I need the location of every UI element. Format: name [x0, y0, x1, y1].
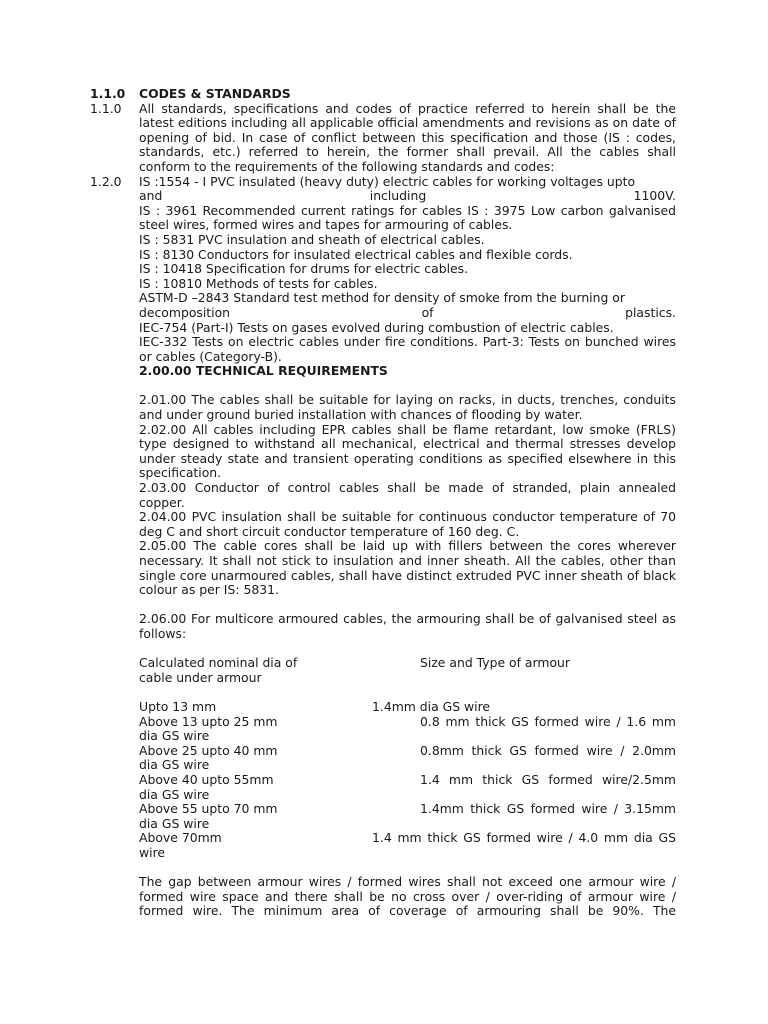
row-dia: Above 40 upto 55mm	[139, 771, 274, 787]
row-dia: Above 13 upto 25 mm	[139, 713, 278, 729]
clause-number: 1.1.0	[90, 100, 122, 116]
clause-2-03-00: 2.03.00 Conductor of control cables shall be made of stranded, plain annealed copper.	[139, 480, 676, 510]
row-armour: 0.8mm thick GS formed wire / 2.0mm	[420, 742, 676, 758]
table-row	[139, 773, 676, 802]
table-row	[139, 802, 676, 831]
row-armour-cont: dia GS wire	[139, 757, 210, 773]
clause-2-06-00: 2.06.00 For multicore armoured cables, the armouring shall be of galvanised steel as follows:	[139, 611, 676, 641]
clause-text: All standards, specifications and codes of practice referred to herein shall be the latest editions including all applicable official amendments and revisions as on date of opening of bid. In case of conflict between this specification and those (IS : codes, standards, etc.) referred to herein, the former shall prevail. All the cables shall conform to the requirements of the following standards and codes:	[139, 100, 676, 174]
header-dia-cont: cable under armour	[139, 669, 262, 685]
technical-requirements-heading: 2.00.00 TECHNICAL REQUIREMENTS	[139, 363, 388, 379]
table-row	[139, 700, 676, 715]
standard-is-10418: IS : 10418 Specification for drums for electric cables.	[139, 261, 469, 277]
row-dia: Upto 13 mm	[139, 698, 217, 714]
standard-is-5831: IS : 5831 PVC insulation and sheath of electrical cables.	[139, 231, 485, 247]
clause-2-01-00: 2.01.00 The cables shall be suitable for laying on racks, in ducts, trenches, conduits and under ground buried installation with chances of flooding by water.	[139, 392, 676, 423]
row-dia: Above 70mm	[139, 830, 222, 846]
row-armour-cont: dia GS wire	[139, 815, 210, 831]
clause-2-02-00: 2.02.00 All cables including EPR cables shall be flame retardant, low smoke (FRLS) type designed to withstand all mechanical, electrical and thermal stresses develop under steady state and transient operating conditions as specified elsewhere in this specification.	[139, 421, 676, 481]
armour-table-header	[139, 656, 676, 671]
row-armour-cont: dia GS wire	[139, 786, 210, 802]
standard-is-10810: IS : 10810 Methods of tests for cables.	[139, 275, 378, 291]
clause-2-05-00: 2.05.00 The cable cores shall be laid up with fillers between the cores wherever necessary. It shall not stick to insulation and inner sheath. All the cables, other than single core unarmoured cables, shall have distinct extruded PVC inner sheath of black colour as per IS: 5831.	[139, 538, 676, 598]
row-armour: 1.4mm dia GS wire	[372, 698, 491, 714]
header-armour: Size and Type of armour	[420, 655, 570, 671]
header-dia: Calculated nominal dia of	[139, 655, 298, 671]
standard-is-3961: IS : 3961 Recommended current ratings for cables IS : 3975 Low carbon galvanised steel wires, formed wires and tapes for armouring of cables.	[139, 202, 676, 233]
table-row	[139, 744, 676, 773]
row-dia: Above 55 upto 70 mm	[139, 801, 278, 817]
section-heading-codes	[90, 87, 676, 102]
standard-is-8130: IS : 8130 Conductors for insulated electrical cables and flexible cords.	[139, 246, 573, 262]
row-armour: 1.4 mm thick GS formed wire/2.5mm	[420, 771, 676, 787]
row-armour-cont: dia GS wire	[139, 728, 210, 744]
standard-is-1554-line1: IS :1554 - I PVC insulated (heavy duty) electric cables for working voltages upto	[139, 173, 636, 189]
section-title: CODES & STANDARDS	[139, 86, 291, 101]
row-armour: 0.8 mm thick GS formed wire / 1.6 mm	[420, 713, 676, 729]
row-armour-cont: wire	[139, 844, 166, 860]
table-row	[139, 831, 676, 860]
closing-paragraph: The gap between armour wires / formed wires shall not exceed one armour wire / formed wire space and there shall be no cross over / over-riding of armour wire / formed wire. The minimum area of coverage of armouring shall be 90%. The	[139, 874, 676, 919]
standard-iec-332: IEC-332 Tests on electric cables under fire conditions. Part-3: Tests on bunched wires or cables (Category-B).	[139, 334, 676, 364]
clause-number: 1.2.0	[90, 173, 122, 189]
document-body	[90, 87, 676, 919]
table-row	[139, 715, 676, 744]
standard-is-1554-line2: and including 1100V.	[139, 188, 676, 204]
armour-table-header-cont	[139, 671, 676, 686]
row-dia: Above 25 upto 40 mm	[139, 742, 278, 758]
clause-2-04-00: 2.04.00 PVC insulation shall be suitable for continuous conductor temperature of 70 deg C and short circuit conductor temperature of 160 deg. C.	[139, 509, 676, 539]
section-number: 1.1.0	[90, 86, 126, 101]
clause-1-2-0	[90, 175, 676, 204]
clause-1-1-0	[90, 102, 676, 175]
row-armour: 1.4mm thick GS formed wire / 3.15mm	[420, 801, 676, 817]
standard-astm-d-2843: ASTM-D –2843 Standard test method for density of smoke from the burning or decomposition of plastics.	[139, 290, 676, 320]
armour-table	[139, 656, 676, 860]
standard-iec-754: IEC-754 (Part-I) Tests on gases evolved during combustion of electric cables.	[139, 319, 614, 335]
row-armour: 1.4 mm thick GS formed wire / 4.0 mm dia GS	[372, 830, 676, 846]
